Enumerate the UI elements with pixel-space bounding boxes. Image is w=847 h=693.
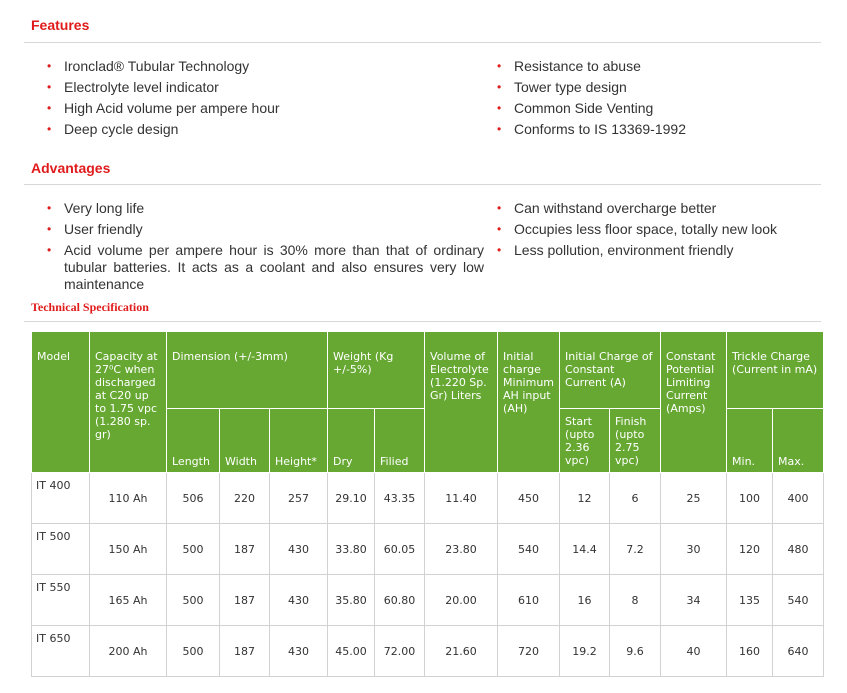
table-cell: 43.35	[375, 473, 425, 524]
table-cell: 40	[661, 626, 727, 677]
table-cell: 35.80	[328, 575, 375, 626]
table-cell: 610	[498, 575, 560, 626]
th-weight: Weight (Kg +/-5%)	[328, 332, 425, 409]
features-list-right	[494, 56, 814, 140]
th-capacity: Capacity at 27⁰C when discharged at C20 up to 1.75 vpc (1.280 sp. gr)	[90, 332, 167, 473]
features-list-left	[44, 56, 464, 140]
table-cell: 500	[167, 626, 220, 677]
th-finish: Finish (upto 2.75 vpc)	[610, 409, 661, 473]
table-cell: 150 Ah	[90, 524, 167, 575]
table-cell: 165 Ah	[90, 575, 167, 626]
table-cell: 12	[560, 473, 610, 524]
table-cell: 640	[773, 626, 824, 677]
spec-table-body	[32, 473, 824, 677]
table-cell: 6	[610, 473, 661, 524]
list-item: • User friendly	[47, 221, 143, 237]
th-trickle: Trickle Charge (Current in mA)	[727, 332, 824, 409]
advantages-list-right	[494, 198, 814, 261]
list-item: • Common Side Venting	[497, 100, 654, 116]
th-model: Model	[32, 332, 90, 473]
list-item: • Electrolyte level indicator	[47, 79, 219, 95]
table-cell: 60.05	[375, 524, 425, 575]
list-item: • Ironclad® Tubular Technology	[47, 58, 250, 74]
header-row-1	[32, 332, 824, 409]
table-cell: 540	[498, 524, 560, 575]
table-cell: 7.2	[610, 524, 661, 575]
th-min: Min.	[727, 409, 773, 473]
th-width: Width	[220, 409, 270, 473]
model-cell: IT 400	[32, 473, 90, 524]
list-item: • Tower type design	[497, 79, 627, 95]
table-cell: 33.80	[328, 524, 375, 575]
table-cell: 30	[661, 524, 727, 575]
table-cell: 135	[727, 575, 773, 626]
list-item: • Very long life	[47, 200, 145, 216]
spec-divider	[24, 321, 821, 322]
list-item: • Can withstand overcharge better	[497, 200, 717, 216]
table-cell: 200 Ah	[90, 626, 167, 677]
advantages-divider	[24, 184, 821, 185]
table-cell: 34	[661, 575, 727, 626]
list-item: • Occupies less floor space, totally new look	[497, 221, 778, 237]
table-cell: 21.60	[425, 626, 498, 677]
spec-table	[31, 331, 824, 677]
table-cell: 100	[727, 473, 773, 524]
model-cell: IT 550	[32, 575, 90, 626]
table-cell: 500	[167, 575, 220, 626]
th-initial-charge-cc: Initial Charge of Constant Current (A)	[560, 332, 661, 409]
table-cell: 220	[220, 473, 270, 524]
th-max: Max.	[773, 409, 824, 473]
table-cell: 110 Ah	[90, 473, 167, 524]
technical-specification-heading: Technical Specification	[31, 300, 149, 314]
table-cell: 8	[610, 575, 661, 626]
table-cell: 25	[661, 473, 727, 524]
th-volume: Volume of Electrolyte (1.220 Sp. Gr) Liters	[425, 332, 498, 473]
table-cell: 450	[498, 473, 560, 524]
table-cell: 540	[773, 575, 824, 626]
th-start: Start (upto 2.36 vpc)	[560, 409, 610, 473]
table-row	[32, 626, 824, 677]
th-dry: Dry	[328, 409, 375, 473]
features-divider	[24, 42, 821, 43]
th-height: Height*	[270, 409, 328, 473]
model-cell: IT 500	[32, 524, 90, 575]
features-heading: Features	[31, 17, 90, 33]
table-cell: 45.00	[328, 626, 375, 677]
table-cell: 60.80	[375, 575, 425, 626]
list-item: • High Acid volume per ampere hour	[47, 100, 280, 116]
th-dimension: Dimension (+/-3mm)	[167, 332, 328, 409]
table-cell: 187	[220, 575, 270, 626]
table-row	[32, 473, 824, 524]
table-row	[32, 575, 824, 626]
th-filled: Filied	[375, 409, 425, 473]
table-cell: 187	[220, 626, 270, 677]
advantages-heading: Advantages	[31, 160, 111, 176]
table-cell: 400	[773, 473, 824, 524]
table-cell: 20.00	[425, 575, 498, 626]
list-item: • Resistance to abuse	[497, 58, 641, 74]
advantages-list-left	[44, 198, 484, 293]
th-length: Length	[167, 409, 220, 473]
table-cell: 506	[167, 473, 220, 524]
table-cell: 160	[727, 626, 773, 677]
table-cell: 72.00	[375, 626, 425, 677]
table-cell: 16	[560, 575, 610, 626]
th-cplc: Constant Potential Limiting Current (Amps)	[661, 332, 727, 473]
list-item: • Acid volume per ampere hour is 30% more than that of ordinary tubular batteries. It acts as a coolant and also ensures very low maintenance	[47, 242, 484, 292]
table-cell: 9.6	[610, 626, 661, 677]
list-item: • Deep cycle design	[47, 121, 179, 137]
table-cell: 19.2	[560, 626, 610, 677]
table-cell: 430	[270, 626, 328, 677]
table-cell: 11.40	[425, 473, 498, 524]
table-row	[32, 524, 824, 575]
table-cell: 720	[498, 626, 560, 677]
table-cell: 187	[220, 524, 270, 575]
table-cell: 430	[270, 575, 328, 626]
model-cell: IT 650	[32, 626, 90, 677]
table-cell: 480	[773, 524, 824, 575]
th-initial-charge-ah: Initial charge Minimum AH input (AH)	[498, 332, 560, 473]
table-cell: 120	[727, 524, 773, 575]
table-cell: 23.80	[425, 524, 498, 575]
table-cell: 430	[270, 524, 328, 575]
list-item: • Less pollution, environment friendly	[497, 242, 734, 258]
table-cell: 257	[270, 473, 328, 524]
table-cell: 29.10	[328, 473, 375, 524]
table-cell: 500	[167, 524, 220, 575]
table-cell: 14.4	[560, 524, 610, 575]
list-item: • Conforms to IS 13369-1992	[497, 121, 686, 137]
